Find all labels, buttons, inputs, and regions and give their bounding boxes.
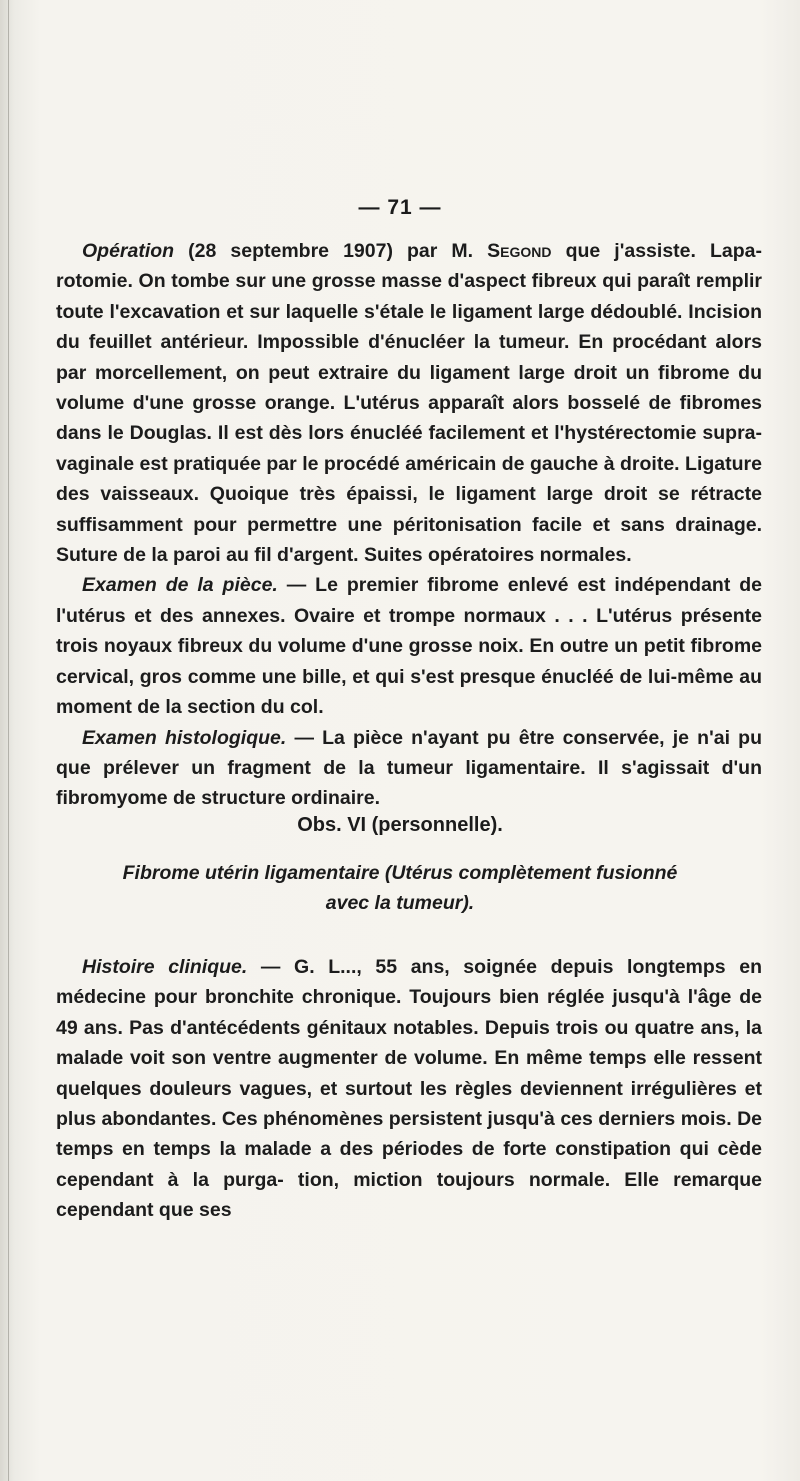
paragraph-histoire-clinique xyxy=(56,952,762,1226)
observation-subtitle-line: Fibrome utérin ligamentaire (Utérus complètement fusionné xyxy=(122,862,678,884)
paragraph-examen-histologique xyxy=(56,723,762,814)
observation-heading: Obs. VI (personnelle). xyxy=(297,814,503,836)
paragraph-text: que j'assiste. Lapa- rotomie. On tombe sur une grosse masse d'aspect fibreux qui paraît remplir toute l'excavation et sur laquelle s'étale le ligament large dédoublé. Incision du feuillet antérieur. Impossible d'énucléer la tumeur. En procédant alors par morcellement, on peut extraire du ligament large droit un fibrome du volume d'une grosse orange. L'utérus apparaît alors bosselé de fibromes dans le Douglas. Il est dès lors énucléé facilement et l'hystérectomie supra-vaginale est pratiquée par le procédé américain de gauche à droite. Ligature des vaisseaux. Quoique très épaissi, le ligament large droit se rétracte suffisamment pour permettre une péritonisation facile et sans drainage. Suture de la paroi au fil d'argent. Suites opératoires normales. xyxy=(56,240,762,567)
text-block-top xyxy=(56,236,762,814)
surgeon-name: Segond xyxy=(487,240,552,262)
text-block-bottom xyxy=(56,952,762,1226)
paragraph-text: (28 septembre 1907) par M. xyxy=(174,240,488,262)
paragraph-text: — Le premier fibrome enlevé est indépendant de l'utérus et des annexes. Ovaire et trompe normaux . . . L'utérus présente trois noyaux fibreux du volume d'une grosse noix. En outre un petit fibrome cervical, gros comme une bille, et qui s'est presque énucléé de lui-même au moment de la section du col. xyxy=(56,574,763,719)
page-spine-edge xyxy=(8,0,9,1481)
page-number: — 71 — xyxy=(358,196,442,219)
observation-subtitle xyxy=(60,858,740,918)
paragraph-text: — G. L..., 55 ans, soignée depuis longtemps en médecine pour bronchite chronique. Toujours bien réglée jusqu'à l'âge de 49 ans. Pas d'antécédents génitaux notables. Depuis trois ou quatre ans, la malade voit son ventre augmenter de volume. En même temps elle ressent quelques douleurs vagues, et surtout les règles deviennent irrégulières et plus abondantes. Ces phénomènes persistent jusqu'à ces derniers mois. De temps en temps la malade a des périodes de forte constipation qui cède cependant à la purga- tion, miction toujours normale. Elle remarque cependant que ses xyxy=(56,956,762,1222)
paragraph-lead: Examen histologique. xyxy=(82,726,287,749)
paragraph-lead: Histoire clinique. xyxy=(82,956,248,978)
observation-subtitle-line: avec la tumeur). xyxy=(325,892,475,914)
paragraph-lead: Examen de la pièce. xyxy=(82,574,278,597)
paragraph-operation xyxy=(56,236,762,570)
paragraph-lead: Opération xyxy=(82,240,175,262)
paragraph-examen-piece xyxy=(56,570,762,722)
paragraph-text: — La pièce n'ayant pu être conservée, je n'ai pu que prélever un fragment de la tumeur ligamentaire. Il s'agissait d'un fibromyome de structure ordinaire. xyxy=(56,726,762,810)
